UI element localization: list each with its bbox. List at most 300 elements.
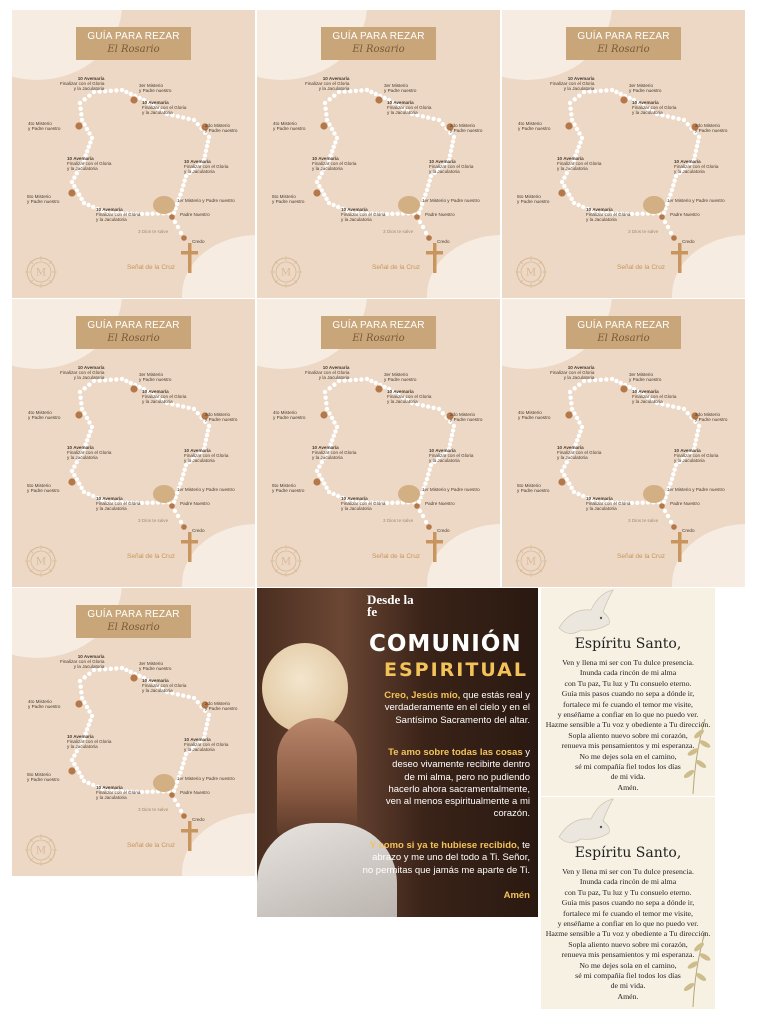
cross-icon: [671, 532, 688, 562]
rosary-bead: [179, 231, 183, 235]
rosary-bead: [70, 758, 74, 762]
rosary-bead: [150, 789, 154, 793]
rosary-bead: [576, 203, 580, 207]
rosary-bead: [676, 117, 680, 121]
rosary-bead: [72, 175, 76, 179]
label-group: [273, 410, 305, 420]
cross-icon: [181, 532, 198, 562]
label-group: [205, 123, 237, 133]
rosary-bead: [82, 411, 86, 415]
label-text: y la Jaculatoria: [142, 688, 173, 694]
rosary-bead: [145, 212, 149, 216]
rosary-bead: [369, 90, 373, 94]
rosary-bead: [182, 467, 186, 471]
label-text: 10 Avemaría: [184, 159, 211, 164]
label-text: y la Jaculatoria: [67, 455, 98, 461]
rosary-bead: [568, 395, 572, 399]
rosary-bead: [426, 524, 432, 530]
label-text: Finalizar con el Gloria: [142, 394, 187, 400]
sign-of-cross-label: Señal de la Cruz: [127, 264, 176, 271]
label-text: Finalizar con el Gloria: [550, 370, 595, 376]
medallion: [153, 774, 175, 792]
rosary-bead: [568, 390, 572, 394]
rosary-bead: [630, 501, 634, 505]
label-text: Finalizar con el Gloria: [305, 370, 350, 376]
rosary-bead: [79, 112, 83, 116]
sign-of-cross-label: Señal de la Cruz: [617, 264, 666, 271]
label-text: Finalizar con el Gloria: [586, 501, 631, 507]
label-text: y Padre nuestro: [273, 126, 306, 132]
rosary-bead: [179, 520, 183, 524]
cross-icon: [181, 821, 198, 851]
label-text: Finalizar con el Gloria: [429, 453, 474, 459]
rosary-bead: [569, 197, 573, 201]
rosary-bead: [414, 214, 420, 220]
rosary-guide-card: [12, 588, 255, 876]
label-text: Finalizar con el Gloria: [312, 161, 357, 167]
rosary-bead: [581, 205, 585, 209]
rosary-bead: [437, 118, 441, 122]
label-text: 3er Misterio: [139, 661, 163, 666]
rosary-bead: [335, 136, 339, 140]
rosary-bead: [169, 503, 175, 509]
prayer-lead: Te amo sobre todas las cosas: [388, 747, 523, 758]
label-text: Finalizar con el Gloria: [674, 453, 719, 459]
sign-of-cross-label: Señal de la Cruz: [372, 553, 421, 560]
label-text: y Padre nuestro: [450, 128, 483, 134]
label-group: [177, 198, 235, 203]
label-text: y Padre nuestro: [518, 415, 551, 421]
rosary-bead: [150, 211, 154, 215]
label-group: [425, 501, 455, 506]
rosary-bead: [173, 220, 177, 224]
rosary-bead: [330, 149, 334, 153]
rosary-bead: [120, 666, 124, 670]
mystery-bead: [68, 189, 75, 196]
prayer-line: No me dejes sola en el camino,: [579, 751, 677, 761]
banner-title: GUÍA PARA REZAR: [87, 31, 180, 42]
banner-title: GUÍA PARA REZAR: [332, 31, 425, 42]
rosary-bead: [426, 404, 430, 408]
rosary-bead: [186, 695, 190, 699]
label-group: [67, 156, 111, 172]
banner-subtitle: El Rosario: [597, 44, 650, 55]
label-text: y Padre nuestro: [272, 488, 305, 494]
label-text: y la Jaculatoria: [184, 747, 215, 753]
prayer-body: [545, 658, 711, 793]
rosary-bead: [324, 112, 328, 116]
rosary-bead: [78, 679, 82, 683]
rosary-bead: [91, 783, 95, 787]
rosary-bead: [85, 438, 89, 442]
label-text: y Padre nuestro: [205, 128, 238, 134]
rosary-bead: [86, 492, 90, 496]
prayer-line: Inunda cada rincón de mi alma: [579, 668, 677, 678]
rosary-bead: [145, 790, 149, 794]
label-text: y Padre nuestro: [27, 199, 60, 205]
mystery-bead: [320, 411, 327, 418]
label-group: [27, 194, 59, 204]
rosary-bead: [181, 183, 185, 187]
m-logo-icon: [269, 255, 303, 289]
label-text: 10 Avemaría: [96, 785, 123, 790]
rosary-bead: [180, 477, 184, 481]
label-text: 5to Misterio: [27, 483, 51, 488]
prayer-line: renueva mis pensamientos y mi esperanza.: [561, 741, 695, 751]
rosary-guide-card: [257, 10, 500, 298]
label-text: 10 Avemaría: [586, 496, 613, 501]
label-text: 10 Avemaría: [341, 496, 368, 501]
label-text: 10 Avemaría: [77, 654, 105, 659]
rosary-bead: [686, 122, 690, 126]
mystery-bead: [313, 189, 320, 196]
rosary-bead: [315, 469, 319, 473]
label-text: y la Jaculatoria: [312, 166, 343, 172]
label-group: [27, 483, 59, 493]
rosary-bead: [327, 201, 331, 205]
label-group: [305, 76, 349, 92]
rosary-bead: [77, 192, 81, 196]
rosary-bead: [562, 175, 566, 179]
rosary-bead: [671, 235, 677, 241]
label-text: 3 Dios te salve: [138, 807, 169, 812]
rosary-bead: [671, 115, 675, 119]
label-text: Finalizar con el Gloria: [67, 161, 112, 167]
rosary-bead: [87, 382, 91, 386]
prayer-line: de mi vida.: [610, 981, 646, 991]
communion-subtitle: ESPIRITUAL: [384, 659, 528, 681]
rosary-bead: [85, 727, 89, 731]
rosary-bead: [568, 106, 572, 110]
label-text: 10 Avemaría: [77, 76, 105, 81]
rosary-bead: [82, 97, 86, 101]
rosary-bead: [365, 377, 369, 381]
mystery-bead: [68, 478, 75, 485]
rosary-bead: [694, 438, 698, 442]
label-text: 10 Avemaría: [96, 496, 123, 501]
label-text: 10 Avemaría: [567, 76, 595, 81]
label-text: Padre Nuestro: [425, 212, 455, 217]
label-text: y Padre nuestro: [695, 417, 728, 423]
sign-of-cross-label: Señal de la Cruz: [127, 842, 176, 849]
rosary-bead: [578, 429, 582, 433]
label-text: Finalizar con el Gloria: [557, 450, 602, 456]
label-text: y la Jaculatoria: [429, 169, 460, 175]
label-group: [518, 121, 550, 131]
label-text: Finalizar con el Gloria: [632, 105, 677, 111]
label-group: [60, 76, 104, 92]
rosary-bead: [322, 192, 326, 196]
label-text: 5to Misterio: [517, 483, 541, 488]
rosary-bead: [682, 407, 686, 411]
banner-title: GUÍA PARA REZAR: [87, 320, 180, 331]
label-text: y Padre nuestro: [629, 377, 662, 383]
label-text: 10 Avemaría: [586, 207, 613, 212]
rosary-bead: [441, 411, 445, 415]
rosary-bead: [181, 115, 185, 119]
prayer-line: Guía mis pasos cuando no sepa a dónde ir,: [561, 689, 695, 699]
label-group: [205, 412, 237, 422]
svg-text:M: M: [35, 267, 47, 279]
rosary-bead: [451, 428, 455, 432]
label-group: [60, 365, 104, 381]
espiritu-santo-card: [541, 588, 715, 796]
label-text: y Padre nuestro: [27, 777, 60, 783]
label-text: 2do Misterio: [205, 412, 231, 417]
label-group: [184, 159, 228, 175]
label-group: [586, 207, 630, 223]
rosary-bead: [140, 501, 144, 505]
label-text: y Padre nuestro: [28, 415, 61, 421]
label-text: 1er Misterio y Padre nuestro: [177, 198, 235, 203]
rosary-bead: [635, 501, 639, 505]
label-text: Padre Nuestro: [670, 212, 700, 217]
label-text: Finalizar con el Gloria: [96, 212, 141, 218]
rosary-bead: [79, 401, 83, 405]
rosary-bead: [72, 464, 76, 468]
prayer-line: Amén.: [617, 991, 639, 1001]
rosary-bead: [204, 438, 208, 442]
rosary-bead: [124, 668, 128, 672]
sign-of-cross-label: Señal de la Cruz: [127, 553, 176, 560]
label-group: [383, 229, 413, 234]
rosary-bead: [562, 473, 566, 477]
banner-subtitle: El Rosario: [107, 44, 160, 55]
rosary-bead: [72, 473, 76, 477]
rosary-bead: [79, 775, 83, 779]
rosary-bead: [181, 472, 185, 476]
rosary-bead: [78, 390, 82, 394]
rosary-bead: [427, 467, 431, 471]
label-text: 10 Avemaría: [184, 737, 211, 742]
label-text: y Padre nuestro: [518, 126, 551, 132]
label-text: Finalizar con el Gloria: [60, 370, 105, 376]
label-text: y la Jaculatoria: [67, 744, 98, 750]
label-group: [682, 239, 695, 244]
rosary-bead: [91, 205, 95, 209]
label-text: 2do Misterio: [205, 123, 231, 128]
label-text: Padre Nuestro: [425, 501, 455, 506]
label-text: y la Jaculatoria: [341, 217, 372, 223]
label-text: 10 Avemaría: [429, 448, 456, 453]
rosary-bead: [395, 500, 399, 504]
rosary-bead: [79, 197, 83, 201]
rosary-bead: [82, 700, 86, 704]
rosary-bead: [85, 149, 89, 153]
rosary-bead: [390, 501, 394, 505]
rosary-bead: [90, 136, 94, 140]
rosary-bead: [694, 149, 698, 153]
label-group: [387, 389, 431, 405]
rosary-bead: [79, 486, 83, 490]
label-text: y la Jaculatoria: [674, 169, 705, 175]
rosary-bead: [562, 184, 566, 188]
mystery-bead: [375, 385, 382, 392]
rosary-bead: [449, 149, 453, 153]
rosary-bead: [179, 809, 183, 813]
banner-subtitle: El Rosario: [107, 622, 160, 633]
rosary-bead: [572, 490, 576, 494]
label-text: 10 Avemaría: [387, 100, 414, 105]
rosary-bead: [568, 101, 572, 105]
rosary-bead: [186, 406, 190, 410]
svg-text:M: M: [35, 845, 47, 857]
rosary-bead: [85, 705, 89, 709]
rosary-bead: [324, 401, 328, 405]
rosary-bead: [663, 220, 667, 224]
rosary-bead: [323, 106, 327, 110]
label-group: [429, 159, 473, 175]
rosary-bead: [672, 467, 676, 471]
rosary-bead: [205, 144, 209, 148]
label-text: y la Jaculatoria: [142, 110, 173, 116]
rosary-bead: [80, 407, 84, 411]
rosary-bead: [390, 212, 394, 216]
rosary-bead: [580, 425, 584, 429]
banner-subtitle: El Rosario: [352, 333, 405, 344]
rosary-bead: [431, 117, 435, 121]
label-text: 3 Dios te salve: [383, 229, 414, 234]
label-text: 10 Avemaría: [142, 678, 169, 683]
label-text: Finalizar con el Gloria: [341, 501, 386, 507]
rosary-bead: [75, 749, 79, 753]
label-text: 5to Misterio: [27, 194, 51, 199]
rosary-bead: [207, 135, 211, 139]
label-text: 5to Misterio: [27, 772, 51, 777]
prayer-line: sé mi compañía fiel todos los días: [575, 762, 681, 772]
rosary-bead: [203, 442, 207, 446]
cross-icon: [426, 532, 443, 562]
label-group: [629, 372, 661, 382]
prayer-line: Hazme sensible a Tu voz y obediente a Tu dirección.: [545, 929, 711, 939]
m-logo-icon: [514, 255, 548, 289]
label-text: Finalizar con el Gloria: [184, 742, 229, 748]
rosary-bead: [330, 438, 334, 442]
label-text: Finalizar con el Gloria: [550, 81, 595, 87]
rosary-bead: [192, 118, 196, 122]
rosary-bead: [322, 481, 326, 485]
label-group: [550, 365, 594, 381]
rosary-bead: [335, 425, 339, 429]
rosary-bead: [686, 411, 690, 415]
mystery-bead: [565, 411, 572, 418]
label-text: y la Jaculatoria: [557, 455, 588, 461]
prayer-line: sé mi compañía fiel todos los días: [575, 971, 681, 981]
label-group: [305, 365, 349, 381]
label-group: [138, 807, 168, 812]
label-group: [629, 83, 661, 93]
label-group: [184, 737, 228, 753]
prayer-line: Ven y llena mi ser con Tu dulce presencia.: [562, 867, 694, 876]
label-text: Credo: [682, 528, 695, 533]
rosary-bead: [186, 117, 190, 121]
label-text: 1er Misterio y Padre nuestro: [667, 487, 725, 492]
rosary-bead: [109, 667, 113, 671]
label-group: [96, 496, 140, 512]
rosary-bead: [78, 106, 82, 110]
cross-icon: [426, 243, 443, 273]
rosary-bead: [196, 700, 200, 704]
rosary-bead: [192, 407, 196, 411]
rosary-bead: [192, 696, 196, 700]
rosary-bead: [441, 122, 445, 126]
rosary-bead: [87, 93, 91, 97]
rosary-bead: [85, 416, 89, 420]
label-text: y la Jaculatoria: [563, 375, 595, 381]
label-group: [67, 445, 111, 461]
label-text: y la Jaculatoria: [557, 166, 588, 172]
rosary-bead: [124, 90, 128, 94]
prayer-paragraph: [360, 840, 530, 877]
rosary-bead: [82, 779, 86, 783]
label-text: 4to Misterio: [273, 410, 297, 415]
label-text: y Padre nuestro: [28, 126, 61, 132]
label-text: 10 Avemaría: [312, 445, 339, 450]
label-text: y Padre nuestro: [28, 704, 61, 710]
label-text: Finalizar con el Gloria: [184, 453, 229, 459]
label-text: y la Jaculatoria: [341, 506, 372, 512]
rosary-bead: [676, 406, 680, 410]
label-text: Credo: [437, 239, 450, 244]
label-group: [96, 207, 140, 223]
label-text: y Padre nuestro: [629, 88, 662, 94]
label-text: 3 Dios te salve: [138, 229, 169, 234]
rosary-bead: [671, 472, 675, 476]
prayer-paragraph: [380, 747, 530, 821]
label-text: Credo: [192, 239, 205, 244]
rosary-bead: [332, 420, 336, 424]
mystery-bead: [68, 767, 75, 774]
rosary-guide-card: [257, 299, 500, 587]
label-group: [180, 501, 210, 506]
rosary-bead: [682, 118, 686, 122]
label-group: [674, 448, 718, 464]
rosary-bead: [385, 501, 389, 505]
rosary-bead: [354, 89, 358, 93]
mystery-bead: [130, 385, 137, 392]
rosary-bead: [78, 395, 82, 399]
rosary-bead: [86, 781, 90, 785]
label-text: 4to Misterio: [518, 121, 542, 126]
rosary-bead: [437, 407, 441, 411]
rosary-bead: [180, 188, 184, 192]
rosary-bead: [82, 201, 86, 205]
rosary-bead: [450, 433, 454, 437]
rosary-bead: [327, 386, 331, 390]
label-text: Credo: [192, 528, 205, 533]
m-logo-icon: [24, 544, 58, 578]
rosary-bead: [205, 722, 209, 726]
label-group: [312, 156, 356, 172]
label-text: y Padre nuestro: [517, 199, 550, 205]
rosary-bead: [327, 97, 331, 101]
label-group: [184, 448, 228, 464]
rosary-bead: [666, 225, 670, 229]
label-text: Credo: [682, 239, 695, 244]
rosary-bead: [578, 140, 582, 144]
rosary-bead: [418, 509, 422, 513]
prayer-line: Ven y llena mi ser con Tu dulce presencia.: [562, 658, 694, 667]
rosary-bead: [87, 420, 91, 424]
rosary-bead: [421, 225, 425, 229]
label-text: y la Jaculatoria: [387, 399, 418, 405]
rosary-bead: [114, 88, 118, 92]
label-text: Finalizar con el Gloria: [387, 394, 432, 400]
rosary-bead: [565, 171, 569, 175]
rosary-bead: [129, 92, 133, 96]
m-logo-icon: [24, 255, 58, 289]
rosary-bead: [452, 135, 456, 139]
